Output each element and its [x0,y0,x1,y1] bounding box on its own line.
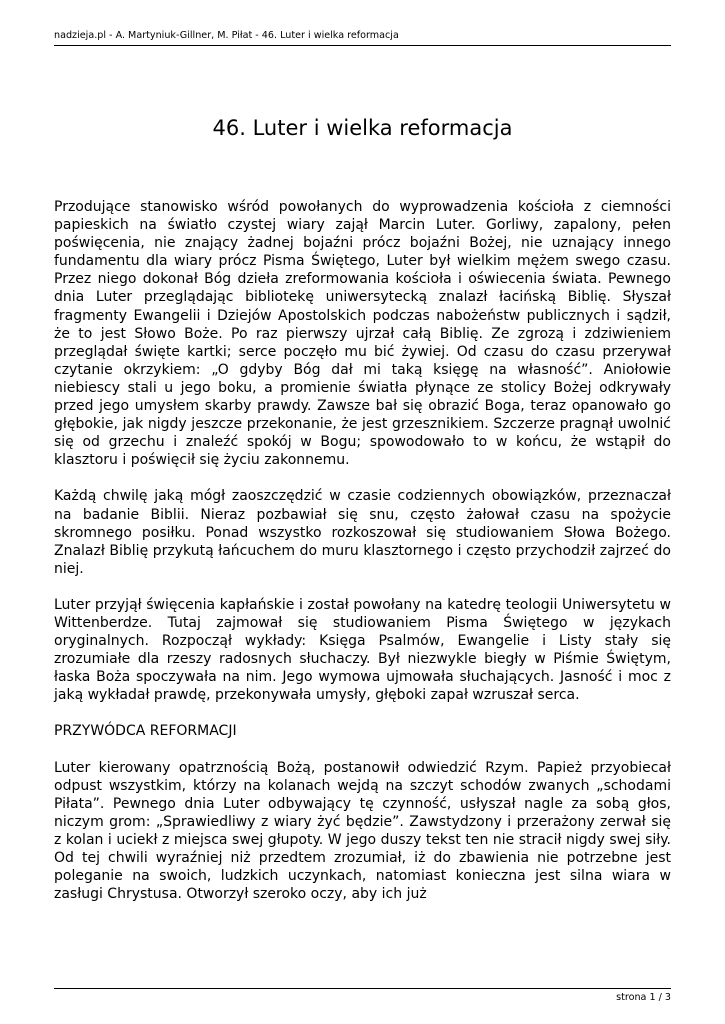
document-title: 46. Luter i wielka reformacja [212,116,513,140]
paragraph-rome: Luter kierowany opatrznością Bożą, postanowił odwiedzić Rzym. Papież przyobiecał odpust wszystkim, którzy na kolanach wejdą na szczyt schodów zwanych „schodami Piłata”. Pewnego dnia Luter odbywający tę czynność, usłyszał nagle za sobą głos, niczym grom: „Sprawiedliwy z wiary żyć będzie”. Zawstydzony i przerażony zerwał się z kolan i uciekł z miejsca swej głupoty. W jego duszy tekst ten nie stracił nigdy swej siły. Od tej chwili wyraźniej niż przedtem zrozumiał, iż do zbawienia nie potrzebne jest poleganie na swoich, ludzkich uczynkach, natomiast konieczna jest silna wiara w zasługi Chrystusa. Otworzył szeroko oczy, aby ich już [54,759,671,903]
document-body [54,198,671,903]
paragraph-intro: Przodujące stanowisko wśród powołanych do wyprowadzenia kościoła z ciemności papieskich na światło czystej wiary zajął Marcin Luter. Gorliwy, zapalony, pełen poświęcenia, nie znający żadnej bojaźni prócz bojaźni Bożej, nie uznający innego fundamentu dla wiary prócz Pisma Świętego, Luter był wielkim mężem swego czasu. Przez niego dokonał Bóg dzieła zreformowania kościoła i oświecenia świata. Pewnego dnia Luter przeglądając bibliotekę uniwersytecką znalazł łacińską Biblię. Słyszał fragmenty Ewangelii i Dziejów Apostolskich podczas nabożeństw publicznych i sądził, że to jest Słowo Boże. Po raz pierwszy ujrzał całą Biblię. Ze zgrozą i zdziwieniem przeglądał święte kartki; serce poczęło mu bić żywiej. Od czasu do czasu przerywał czytanie okrzykiem: „O gdyby Bóg dał mi taką księgę na własność”. Aniołowie niebiescy stali u jego boku, a promienie światła płynące ze stolicy Bożej odkrywały przed jego umysłem skarby prawdy. Zawsze bał się obrazić Boga, teraz opanowało go głębokie, jak nigdy jeszcze przekonanie, że jest grzesznikiem. Szczerze pragnął uwolnić się od grzechu i znaleźć spokój w Bogu; spowodowało to w końcu, że wstąpił do klasztoru i poświęcił się życiu zakonnemu. [54,199,671,469]
page-header: nadzieja.pl - A. Martyniuk-Gillner, M. Piłat - 46. Luter i wielka reformacja [54,30,399,41]
paragraph-wittenberg: Luter przyjął święcenia kapłańskie i został powołany na katedrę teologii Uniwersytetu w Wittenberdze. Tutaj zajmował się studiowaniem Pisma Świętego w językach oryginalnych. Rozpoczął wykłady: Księga Psalmów, Ewangelie i Listy stały się zrozumiałe dla rzeszy radosnych słuchaczy. Był niezwykle biegły w Piśmie Świętym, łaska Boża spoczywała na nim. Jego wymowa ujmowała słuchających. Jasność i moc z jaką wykładał prawdę, przekonywała umysły, głęboki zapał wzruszał serca. [54,596,671,704]
header-divider [54,45,671,46]
footer-divider [54,988,671,989]
section-heading: PRZYWÓDCA REFORMACJI [54,723,237,740]
page-number: strona 1 / 3 [616,992,671,1003]
paragraph-bible-study: Każdą chwilę jaką mógł zaoszczędzić w czasie codziennych obowiązków, przeznaczał na badanie Biblii. Nieraz pozbawiał się snu, często żałował czasu na spożycie skromnego posiłku. Ponad wszystko rozkoszował się studiowaniem Słowa Bożego. Znalazł Biblię przykutą łańcuchem do muru klasztornego i często przychodził zajrzeć do niej. [54,488,671,577]
